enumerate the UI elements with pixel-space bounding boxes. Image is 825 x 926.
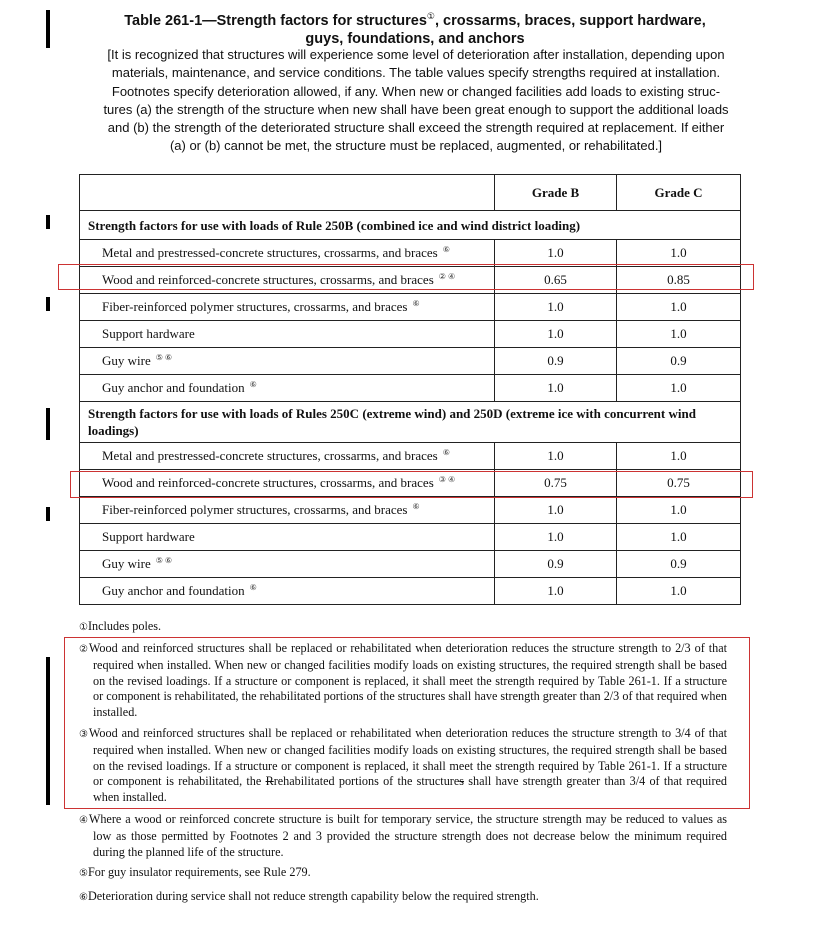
footnote-5 bbox=[79, 865, 727, 882]
grade-c-value: 1.0 bbox=[617, 240, 741, 267]
change-bar bbox=[46, 215, 50, 229]
row-label: Guy wire bbox=[102, 353, 151, 368]
row-label: Support hardware bbox=[102, 529, 195, 544]
grade-c-value: 1.0 bbox=[617, 578, 741, 605]
grade-b-value: 1.0 bbox=[495, 321, 617, 348]
table-row bbox=[80, 240, 741, 267]
highlight-box bbox=[70, 471, 753, 498]
row-label: Guy anchor and foundation bbox=[102, 380, 245, 395]
grade-c-value: 1.0 bbox=[617, 294, 741, 321]
header-blank bbox=[80, 175, 495, 211]
table-row bbox=[80, 524, 741, 551]
footnote-ref: ⑥ bbox=[249, 380, 257, 389]
grade-b-value: 0.75 bbox=[495, 470, 617, 497]
table-row bbox=[80, 375, 741, 402]
grade-c-value: 0.9 bbox=[617, 551, 741, 578]
change-bar bbox=[46, 10, 50, 48]
footnote-3 bbox=[79, 726, 727, 806]
row-label: Fiber-reinforced polymer structures, crossarms, and braces bbox=[102, 502, 408, 517]
change-bar bbox=[46, 507, 50, 521]
footnote-text: rehabilitated portions of the structure bbox=[273, 774, 460, 789]
footnote-ref: ⑥ bbox=[412, 299, 420, 308]
footnote-mark: ② bbox=[79, 644, 89, 655]
grade-c-value: 1.0 bbox=[617, 524, 741, 551]
footnote-text: Includes poles. bbox=[87, 619, 162, 633]
grade-b-value: 1.0 bbox=[495, 375, 617, 402]
footnote-ref: ⑥ bbox=[412, 502, 420, 511]
grade-b-value: 1.0 bbox=[495, 578, 617, 605]
grade-c-value: 1.0 bbox=[617, 497, 741, 524]
struck-text: R bbox=[265, 774, 274, 789]
table-row bbox=[80, 321, 741, 348]
footnote-mark: ③ bbox=[79, 729, 89, 740]
footnote-text: Deterioration during service shall not reduce strength capability below the required strength. bbox=[87, 889, 539, 903]
grade-b-value: 1.0 bbox=[495, 240, 617, 267]
grade-c-value: 0.9 bbox=[617, 348, 741, 375]
section-heading: Strength factors for use with loads of Rules 250C (extreme wind) and 250D (extreme ice with concurrent wind loadings) bbox=[80, 402, 741, 443]
table-row bbox=[80, 294, 741, 321]
section-heading-row bbox=[80, 402, 741, 443]
grade-c-value: 1.0 bbox=[617, 321, 741, 348]
struck-text: s bbox=[459, 774, 465, 789]
footnote-4 bbox=[79, 812, 727, 860]
row-label: Wood and reinforced-concrete structures, crossarms, and braces bbox=[102, 475, 434, 490]
grade-c-value: 1.0 bbox=[617, 375, 741, 402]
section-heading: Strength factors for use with loads of Rule 250B (combined ice and wind district loading) bbox=[80, 211, 741, 240]
footnote-mark: ① bbox=[79, 622, 88, 633]
highlight-box bbox=[58, 264, 754, 290]
table-title: Table 261-1—Strength factors for structures①, crossarms, braces, support hardware, guys, foundations, and anchors bbox=[124, 11, 706, 48]
row-label: Fiber-reinforced polymer structures, crossarms, and braces bbox=[102, 299, 408, 314]
row-label: Wood and reinforced-concrete structures, crossarms, and braces bbox=[102, 272, 434, 287]
section-heading-row bbox=[80, 211, 741, 240]
change-bar bbox=[46, 408, 50, 440]
grade-b-value: 1.0 bbox=[495, 524, 617, 551]
footnote-1 bbox=[79, 619, 727, 636]
footnote-ref: ⑥ bbox=[442, 448, 450, 457]
footnote-text: Wood and reinforced structures shall be replaced or rehabilitated when deterioration reduces the structure strength to 2/3 of that required when installed. When new or changed facilities modify loads on existing structures, the required strength shall be based on the revised loadings. If a structure or component is replaced, it shall meet the strength required by Table 261-1. If a structure or component is rehabilitated, the rehabilitated portions of the structures shall have strength greater than 2/3 of that required when installed. bbox=[88, 641, 727, 720]
change-bar bbox=[46, 657, 50, 805]
header-grade-c: Grade C bbox=[617, 175, 741, 211]
footnote-text: Where a wood or reinforced concrete structure is built for temporary service, the structure strength may be reduced to values as low as those permitted by Footnotes 2 and 3 provided the structure strength does not decrease below the minimum required during the planned life of the structure. bbox=[88, 812, 727, 859]
row-label: Metal and prestressed-concrete structures, crossarms, and braces bbox=[102, 245, 438, 260]
grade-b-value: 0.9 bbox=[495, 551, 617, 578]
footnote-text: Wood and reinforced structures shall be replaced or rehabilitated when deterioration reduces the structure strength to 3/4 of that required when installed. When new or changed facilities modify loads on existing structures, the required strength shall be based on the revised loadings. If a structure or component is replaced, it shall meet the strength required by Table 261-1. If a structure or component is rehabilitated, the bbox=[88, 726, 727, 789]
grade-c-value: 1.0 bbox=[617, 443, 741, 470]
footnote-ref: ⑤ ⑥ bbox=[155, 556, 173, 565]
intro-note: [It is recognized that structures will experience some level of deterioration after installation, depending upon materials, maintenance, and service conditions. The table values specify strengths required at installation. Footnotes specify deterioration allowed, if any. When new or changed facilities add loads to existing struc- tures (a) the strength of the structure when new shall have been great enough to support the additional loads and (b) the strength of the deteriorated structure shall exceed the strength required at replacement. If either (a) or (b) cannot be met, the structure must be replaced, augmented, or rehabilitated.] bbox=[103, 47, 729, 154]
grade-b-value: 1.0 bbox=[495, 497, 617, 524]
row-label: Guy wire bbox=[102, 556, 151, 571]
table-header-row bbox=[80, 175, 741, 211]
row-label: Metal and prestressed-concrete structures, crossarms, and braces bbox=[102, 448, 438, 463]
header-grade-b: Grade B bbox=[495, 175, 617, 211]
grade-b-value: 0.65 bbox=[495, 267, 617, 294]
footnote-mark: ⑥ bbox=[79, 892, 88, 903]
grade-b-value: 1.0 bbox=[495, 294, 617, 321]
row-label: Support hardware bbox=[102, 326, 195, 341]
grade-c-value: 0.85 bbox=[617, 267, 741, 294]
grade-c-value: 0.75 bbox=[617, 470, 741, 497]
table-row bbox=[80, 443, 741, 470]
strength-factors-table bbox=[79, 174, 741, 605]
grade-b-value: 1.0 bbox=[495, 443, 617, 470]
table-row bbox=[80, 497, 741, 524]
footnote-mark: ⑤ bbox=[79, 868, 88, 879]
table-row bbox=[80, 551, 741, 578]
footnote-ref: ② ④ bbox=[438, 272, 456, 281]
footnote-ref: ⑥ bbox=[442, 245, 450, 254]
change-bar bbox=[46, 297, 50, 311]
footnote-2 bbox=[79, 641, 727, 721]
footnote-ref: ⑤ ⑥ bbox=[155, 353, 173, 362]
footnote-text: shall have strength greater than 3/4 of that required when installed. bbox=[93, 774, 728, 805]
footnote-mark: ④ bbox=[79, 815, 89, 826]
row-label: Guy anchor and foundation bbox=[102, 583, 245, 598]
footnote-ref: ⑥ bbox=[249, 583, 257, 592]
footnote-6 bbox=[79, 889, 727, 906]
footnote-ref: ③ ④ bbox=[438, 475, 456, 484]
grade-b-value: 0.9 bbox=[495, 348, 617, 375]
footnote-text: For guy insulator requirements, see Rule 279. bbox=[87, 865, 311, 879]
table-row bbox=[80, 578, 741, 605]
table-row bbox=[80, 348, 741, 375]
